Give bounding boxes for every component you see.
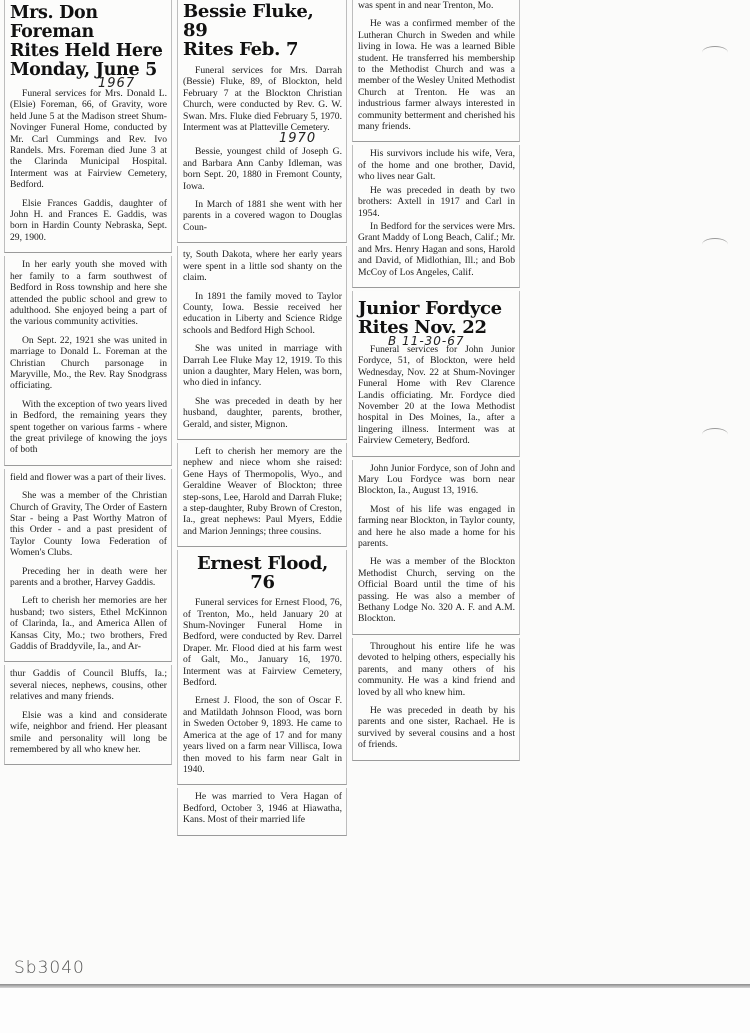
fordyce-clipping-part1 xyxy=(352,291,520,457)
obituary-paragraph: Funeral services for Ernest Flood, 76, of Trenton, Mo., held January 20 at Shum-Novinger Funeral Home in Bedford, were conducted by Rev. Darrel Draper. Mr. Flood died at his farm west of Galt, Mo., January 16, 1970. Interment was at Fairview Cemetery, Bedford. xyxy=(183,597,342,689)
column-2 xyxy=(177,0,347,839)
obituary-paragraph: Funeral services for Mrs. Donald L. (Elsie) Foreman, 66, of Gravity, wore held June 5 at the Madison street Shum-Novinger Funeral Home, conducted by Mr. Carl Cummings and Rev. Ivo Randels. Mrs. Foreman died June 3 at the Clarinda Municipal Hospital. Interment was at Fairview Cemetery, Bedford. xyxy=(10,88,167,191)
handwritten-date: B 11-30-67 xyxy=(388,333,465,348)
obituary-paragraph: Throughout his entire life he was devoted to helping others, especially his parents, and many others of his community. He was a kind friend and loved by all who knew him. xyxy=(358,640,515,698)
foreman-clipping-part4 xyxy=(4,665,172,765)
fluke-clipping-part1 xyxy=(177,0,347,243)
column-1 xyxy=(4,0,172,768)
obituary-paragraph: Bessie, youngest child of Joseph G. and Barbara Ann Canby Idleman, was born Sept. 20, 1880 in Fremont County, Iowa. xyxy=(183,146,342,192)
obituary-paragraph: field and flower was a part of their lives. xyxy=(10,471,166,483)
obituary-paragraph: She was a member of the Christian Church of Gravity, The Order of Eastern Star - being a Past Worthy Matron of this Order - and a past president of Taylor County Iowa Federation of Women's Clubs. xyxy=(10,490,167,559)
obituary-paragraph: ty, South Dakota, where her early years were spent in a little sod shanty on the claim. xyxy=(183,249,342,284)
archive-number: Sb3040 xyxy=(14,958,85,978)
obituary-paragraph: thur Gaddis of Council Bluffs, Ia.; several nieces, nephews, cousins, other relatives and many friends. xyxy=(10,668,167,703)
punch-hole-top xyxy=(702,46,728,59)
obituary-paragraph: He was a member of the Blockton Methodist Church, serving on the Official Board until the time of his passing. He was also a member of Bethany Lodge No. 320 A. F. and A.M. Blockton. xyxy=(358,556,515,625)
obituary-paragraph: Ernest J. Flood, the son of Oscar F. and Matildath Johnson Flood, was born in Sweden October 9, 1893. He came to America at the age of 17 and for many years lived on a farm near Villisca, Iowa then moved to his farm near Galt in 1940. xyxy=(183,695,342,775)
page-edge-shadow xyxy=(0,984,750,988)
obituary-paragraph: Preceding her in death were her parents and a brother, Harvey Gaddis. xyxy=(10,565,167,589)
obituary-paragraph: In her early youth she moved with her family to a farm southwest of Bedford in Ross township and here she attended the public school and grew to adulthood. She enjoyed being a part of the various community activities. xyxy=(10,259,167,328)
foreman-clipping-part1 xyxy=(4,0,172,253)
headline-line: Monday, June 5 xyxy=(10,60,157,80)
column-3 xyxy=(352,0,520,764)
obituary-paragraph: In 1891 the family moved to Taylor County, Iowa. Bessie received her education in Liberty and Science Ridge schools and Bedford High School. xyxy=(183,290,342,336)
foreman-headline xyxy=(10,4,167,80)
obituary-paragraph: She was united in marriage with Darrah Lee Fluke May 12, 1919. To this union a daughter, Mary Helen, was born, who died in infancy. xyxy=(183,343,342,389)
headline-line: Bessie Fluke, 89 xyxy=(183,1,314,41)
obituary-paragraph: Left to cherish her memory are the nephew and niece whom she raised: Gene Hays of Thermopolis, Wyo., and Geraldine Weaver of Blockton; three step-sons, Lee, Harold and Darrah Fluke; a step-daughter, Ruby Brown of Creston, Ia., great nephews: Paul Myers, Eddie and Marion Jennings; three cousins. xyxy=(183,445,342,537)
obituary-paragraph: In March of 1881 she went with her parents in a covered wagon to Douglas Coun- xyxy=(183,199,342,233)
flood-headline: Ernest Flood, 76 xyxy=(196,553,329,594)
punch-hole-bottom xyxy=(702,428,728,441)
flood-clipping-part4 xyxy=(352,145,520,287)
obituary-paragraph: With the exception of two years lived in Bedford, the remaining years they spent together on various farms - where the great privilege of knowing the joys of both xyxy=(10,398,167,456)
obituary-paragraph: She was preceded in death by her husband, daughter, parents, brother, Gerald, and sister, Mignon. xyxy=(183,395,342,430)
foreman-clipping-part2 xyxy=(4,256,172,466)
obituary-paragraph: He was married to Vera Hagan of Bedford, October 3, 1946 at Hiawatha, Kans. Most of their married life xyxy=(183,791,342,826)
fluke-clipping-part3 xyxy=(177,443,347,547)
obituary-paragraph: His survivors include his wife, Vera, of the home and one brother, David, who lives near Galt. xyxy=(358,148,515,183)
fordyce-clipping-part2 xyxy=(352,460,520,635)
flood-clipping-part3 xyxy=(352,0,520,142)
obituary-paragraph: Elsie Frances Gaddis, daughter of John H. and Frances E. Gaddis, was born in Hardin County Nebraska, Sept. 29, 1900. xyxy=(10,197,167,243)
handwritten-year: 1970 xyxy=(279,131,317,147)
obituary-paragraph: Most of his life was engaged in farming near Blockton, in Taylor county, and here he also made a home for his parents. xyxy=(358,503,515,550)
fordyce-clipping-part3 xyxy=(352,638,520,761)
fluke-headline xyxy=(183,2,342,59)
flood-clipping-part2 xyxy=(177,788,347,835)
obituary-paragraph: Funeral services for John Junior Fordyce, 51, of Blockton, were held Wednesday, Nov. 22 at Shum-Novinger Funeral Home with Rev Clarence Landis officiating. Mr. Fordyce died November 20 at the Iowa Methodist hospital in Des Moines, Ia., after a lingering illness. Interment was at Fairview Cemetery, Bedford. xyxy=(358,343,515,447)
handwritten-year: 1967 xyxy=(98,76,136,91)
headline-line: Mrs. Don Foreman xyxy=(10,3,98,42)
obituary-paragraph: He was preceded in death by two brothers: Axtell in 1917 and Carl in 1954. xyxy=(358,184,515,219)
flood-clipping-part1 xyxy=(177,550,347,785)
obituary-paragraph: He was a confirmed member of the Lutheran Church in Sweden and while living in Iowa. He was a learned Bible student. He transferred his membership to the Methodist Church and was a member of the Wesley United Methodist Church at Trenton. He was an industrious farmer always interested in community betterment and cherished his many friends. xyxy=(358,18,515,133)
punch-hole-middle xyxy=(702,238,728,251)
obituary-paragraph: was spent in and near Trenton, Mo. xyxy=(358,0,494,11)
headline-line: Rites Held Here xyxy=(10,41,163,61)
obituary-paragraph: Elsie was a kind and considerate wife, neighbor and friend. Her pleasant smile and personality will long be remembered by all who knew her. xyxy=(10,709,167,755)
fordyce-headline xyxy=(358,299,515,337)
fluke-clipping-part2 xyxy=(177,246,347,440)
obituary-paragraph: John Junior Fordyce, son of John and Mary Lou Fordyce was born near Blockton, Ia., August 13, 1916. xyxy=(358,462,515,497)
headline-line: Junior Fordyce xyxy=(358,297,502,319)
obituary-paragraph: On Sept. 22, 1921 she was united in marriage to Donald L. Foreman at the Christian Church parsonage in Maryville, Mo., the Rev. Ray Snodgrass officiating. xyxy=(10,334,167,392)
obituary-paragraph: He was preceded in death by his parents and one sister, Rachael. He is survived by several cousins and a host of friends. xyxy=(358,704,515,751)
foreman-clipping-part3 xyxy=(4,469,172,663)
headline-line: Rites Feb. 7 xyxy=(183,39,299,60)
obituary-paragraph: Funeral services for Mrs. Darrah (Bessie) Fluke, 89, of Blockton, held February 7 at the Blockton Christian Church, were conducted by Rev. G. W. Swan. Mrs. Fluke died February 5, 1970. Interment was at Platteville Cemetery. xyxy=(183,65,342,134)
obituary-paragraph: Left to cherish her memories are her husband; two sisters, Ethel McKinnon of Clarinda, Ia., and America Allen of Kansas City, Mo.; two brothers, Fred Gaddis of Braddyvile, Ia., and Ar- xyxy=(10,595,167,653)
headline-line: Rites Nov. 22 xyxy=(358,316,487,338)
obituary-paragraph: In Bedford for the services were Mrs. Grant Maddy of Long Beach, Calif.; Mr. and Mrs. Henry Hagan and sons, Harold and David, of Midlothian, Ill.; and Bob McCoy of Los Angeles, Calif. xyxy=(358,220,515,278)
